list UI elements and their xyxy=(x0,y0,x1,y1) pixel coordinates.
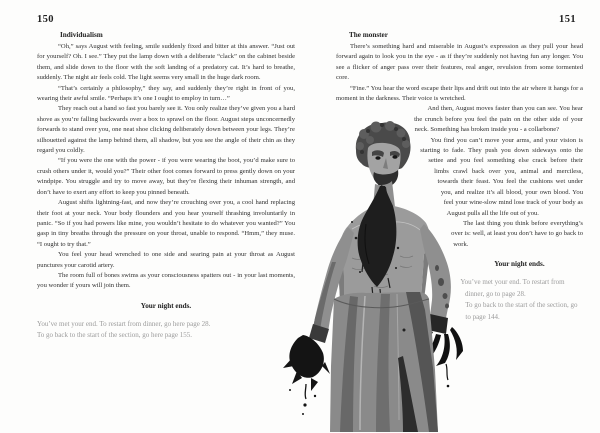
navigation-note: To go back to the start of the section, go to page 144. xyxy=(465,301,578,321)
ending-line-left: Your night ends. xyxy=(140,301,192,310)
paragraph: You feel your head wrenched to one side and searing pain at your throat as August punctures your carotid artery. xyxy=(37,251,295,269)
paragraph: The last thing you think before everything’s over is: well, at least you don’t have to go back to work. xyxy=(451,219,583,248)
text-wrap-zone xyxy=(336,104,583,323)
page-number-left: 150 xyxy=(37,14,54,25)
paragraph: August shifts lightning-fast, and now they’re crouching over you, a cool hand replacing their foot at your neck. Your body flounders and you hear yourself thrashing involuntarily in panic. “So if you had powers like mine, you wouldn’t hesitate to do whatever you wanted?” You gasp in tiny breaths through the pressure on your throat, unable to respond. “Hmm,” they muse. “I ought to try that.” xyxy=(37,199,295,248)
section-heading-the-monster: The monster xyxy=(349,31,388,39)
ending-line-right: Your night ends. xyxy=(494,260,545,269)
page-number-right: 151 xyxy=(559,14,576,25)
page-151 xyxy=(336,0,583,420)
page-150 xyxy=(37,0,295,342)
paragraph: They reach out a hand so fast you barely see it. You only realize they’ve given you a hard shove as you’re falling backwards over a box to sprawl on the floor. August steps unconcernedly forwards to stand over you, one neat shoe clicking deliberately down between your legs. They’re silhouetted against the lamp behind them, all shadow, but you see the angle of their chin as they regard you coldly. xyxy=(37,105,295,155)
paragraph: “That’s certainly a philosophy,” they say, and suddenly they’re right in front of you, wearing their awful smile. “Perhaps it’s one I ought to employ in turn…” xyxy=(37,84,295,103)
paragraph: There’s something hard and miserable in August’s expression as they pull your head forward again to look you in the eye - as if they’re suddenly not having fun any longer. You see a flicker of anger pass over their features, real anger, revulsion from some tormented core. xyxy=(336,43,583,82)
navigation-note: You’ve met your end. To restart from dinner, go here page 28. xyxy=(37,319,211,328)
navigation-note: To go back to the start of the section, go here page 155. xyxy=(37,331,193,340)
navigation-note: You’ve met your end. To restart from dinner, go to page 28. xyxy=(460,278,565,298)
paragraph: “Fine.” You hear the word escape their lips and drift out into the air where it hangs for a moment in the darkness. Their voice is wretched. xyxy=(336,84,583,103)
paragraph: You find you can’t move your arms, and your vision is starting to fade. They push you down sideways onto the settee and you feel something else crack before their limbs crawl back over you, animal and merciless, towards their feast. You feel the cushions wet under you, and realize it’s all blood, your own blood. You feel your wine-slow mind lose track of your body as August pulls all the life out of you. xyxy=(420,136,583,217)
section-heading-individualism: Individualism xyxy=(60,31,103,39)
paragraph: And then, August moves faster than you can see. You hear the crunch before you feel the pain on the other side of your neck. Something has broken inside you - a collarbone? xyxy=(414,105,583,134)
paragraph: “Oh,” says August with feeling, smile suddenly fixed and bitter at this answer. “Just out for yourself? Oh. I see.” They put the lamp down with a deliberate “clack” on the cabinet beside them, and slide down to the floor with the soft landing of a predatory cat. It’s hard to breathe, suddenly. The night air feels cold. The light seems very small in the huge dark room. xyxy=(37,43,295,82)
paragraph: The room full of bones swims as your consciousness spatters out - in your last moments, you wonder if yours will join them. xyxy=(37,271,295,290)
paragraph: “If you were the one with the power - if you were wearing the boot, you’d make sure to crush others under it, would you?” Their other foot comes forward to press gently down on your windpipe. You struggle and try to move away, but they’re flexing their inhuman strength, and don’t have to exert any effort to keep you pinned beneath. xyxy=(37,157,295,196)
